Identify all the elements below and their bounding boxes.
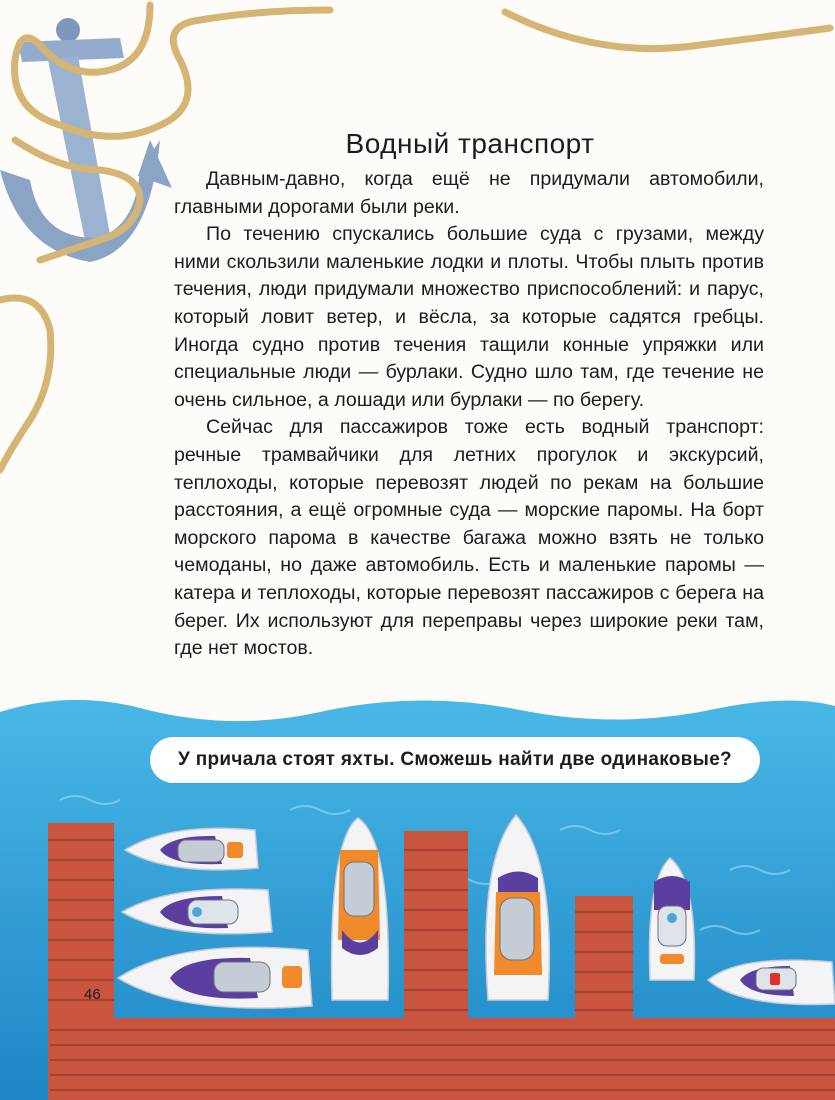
paragraph: Давным-давно, когда ещё не придумали автомобили, главными дорогами были реки. bbox=[174, 168, 764, 218]
paragraph: По течению спускались большие суда с грузами, между ними скользили маленькие лодки и плоты. Чтобы плыть против течения, люди придумали множество приспособлений: и парус, который ловит ветер, и вёсла, за которые садятся гребцы. Иногда судно против течения тащили конные упряжки или специальные люди — бурлаки. Судно шло там, где течение не очень сильное, а лошади или бурлаки — по берегу. bbox=[174, 223, 764, 411]
task-text: У причала стоят яхты. Сможешь найти две одинаковые? bbox=[178, 749, 732, 770]
body-text bbox=[174, 166, 764, 663]
page-number: 46 bbox=[84, 986, 101, 1003]
page-title: Водный транспорт bbox=[345, 128, 595, 159]
task-banner bbox=[150, 737, 760, 783]
paragraph: Сейчас для пассажиров тоже есть водный транспорт: речные трамвайчики для летних прогулок и экскурсий, теплоходы, которые перевозят людей по рекам на большие расстояния, а ещё огромные суда — морские паромы. На борт морского парома в качестве багажа можно взять не только чемоданы, но даже автомобиль. Есть и маленькие паромы — катера и теплоходы, которые перевозят пассажиров с берега на берег. Их используют для переправы через широкие реки там, где нет мостов. bbox=[174, 416, 764, 660]
anchor-icon bbox=[0, 18, 172, 262]
